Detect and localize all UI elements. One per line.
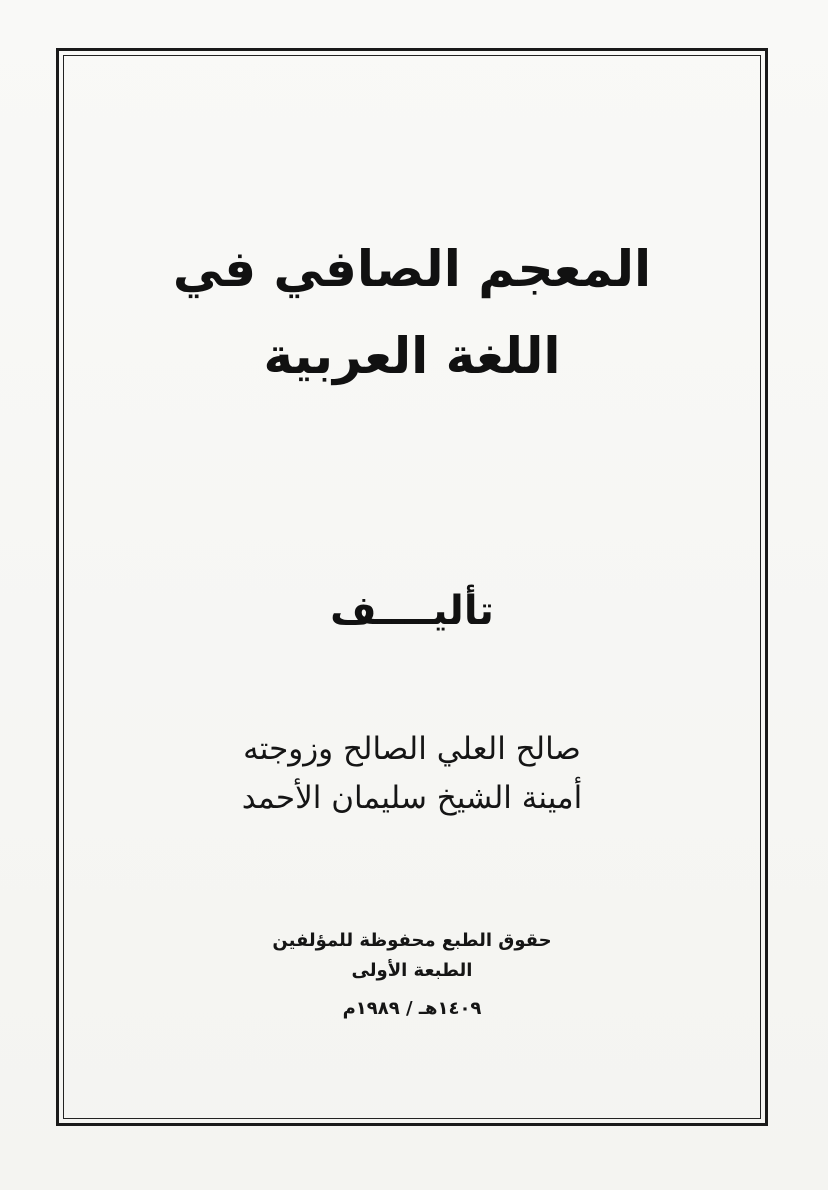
cover-content: [64, 56, 760, 1118]
book-title-line-1: المعجم الصافي في: [172, 240, 652, 298]
author-line-1: صالح العلي الصالح وزوجته: [243, 731, 581, 767]
publication-date: ١٤٠٩هـ / ١٩٨٩م: [342, 998, 482, 1019]
edition-label: الطبعة الأولى: [351, 960, 473, 981]
book-title-line-2: اللغة العربية: [263, 327, 561, 385]
copyright-note: حقوق الطبع محفوظة للمؤلفين: [272, 930, 552, 951]
author-line-2: أمينة الشيخ سليمان الأحمد: [241, 780, 583, 816]
byline-label: تأليــــف: [330, 588, 494, 634]
